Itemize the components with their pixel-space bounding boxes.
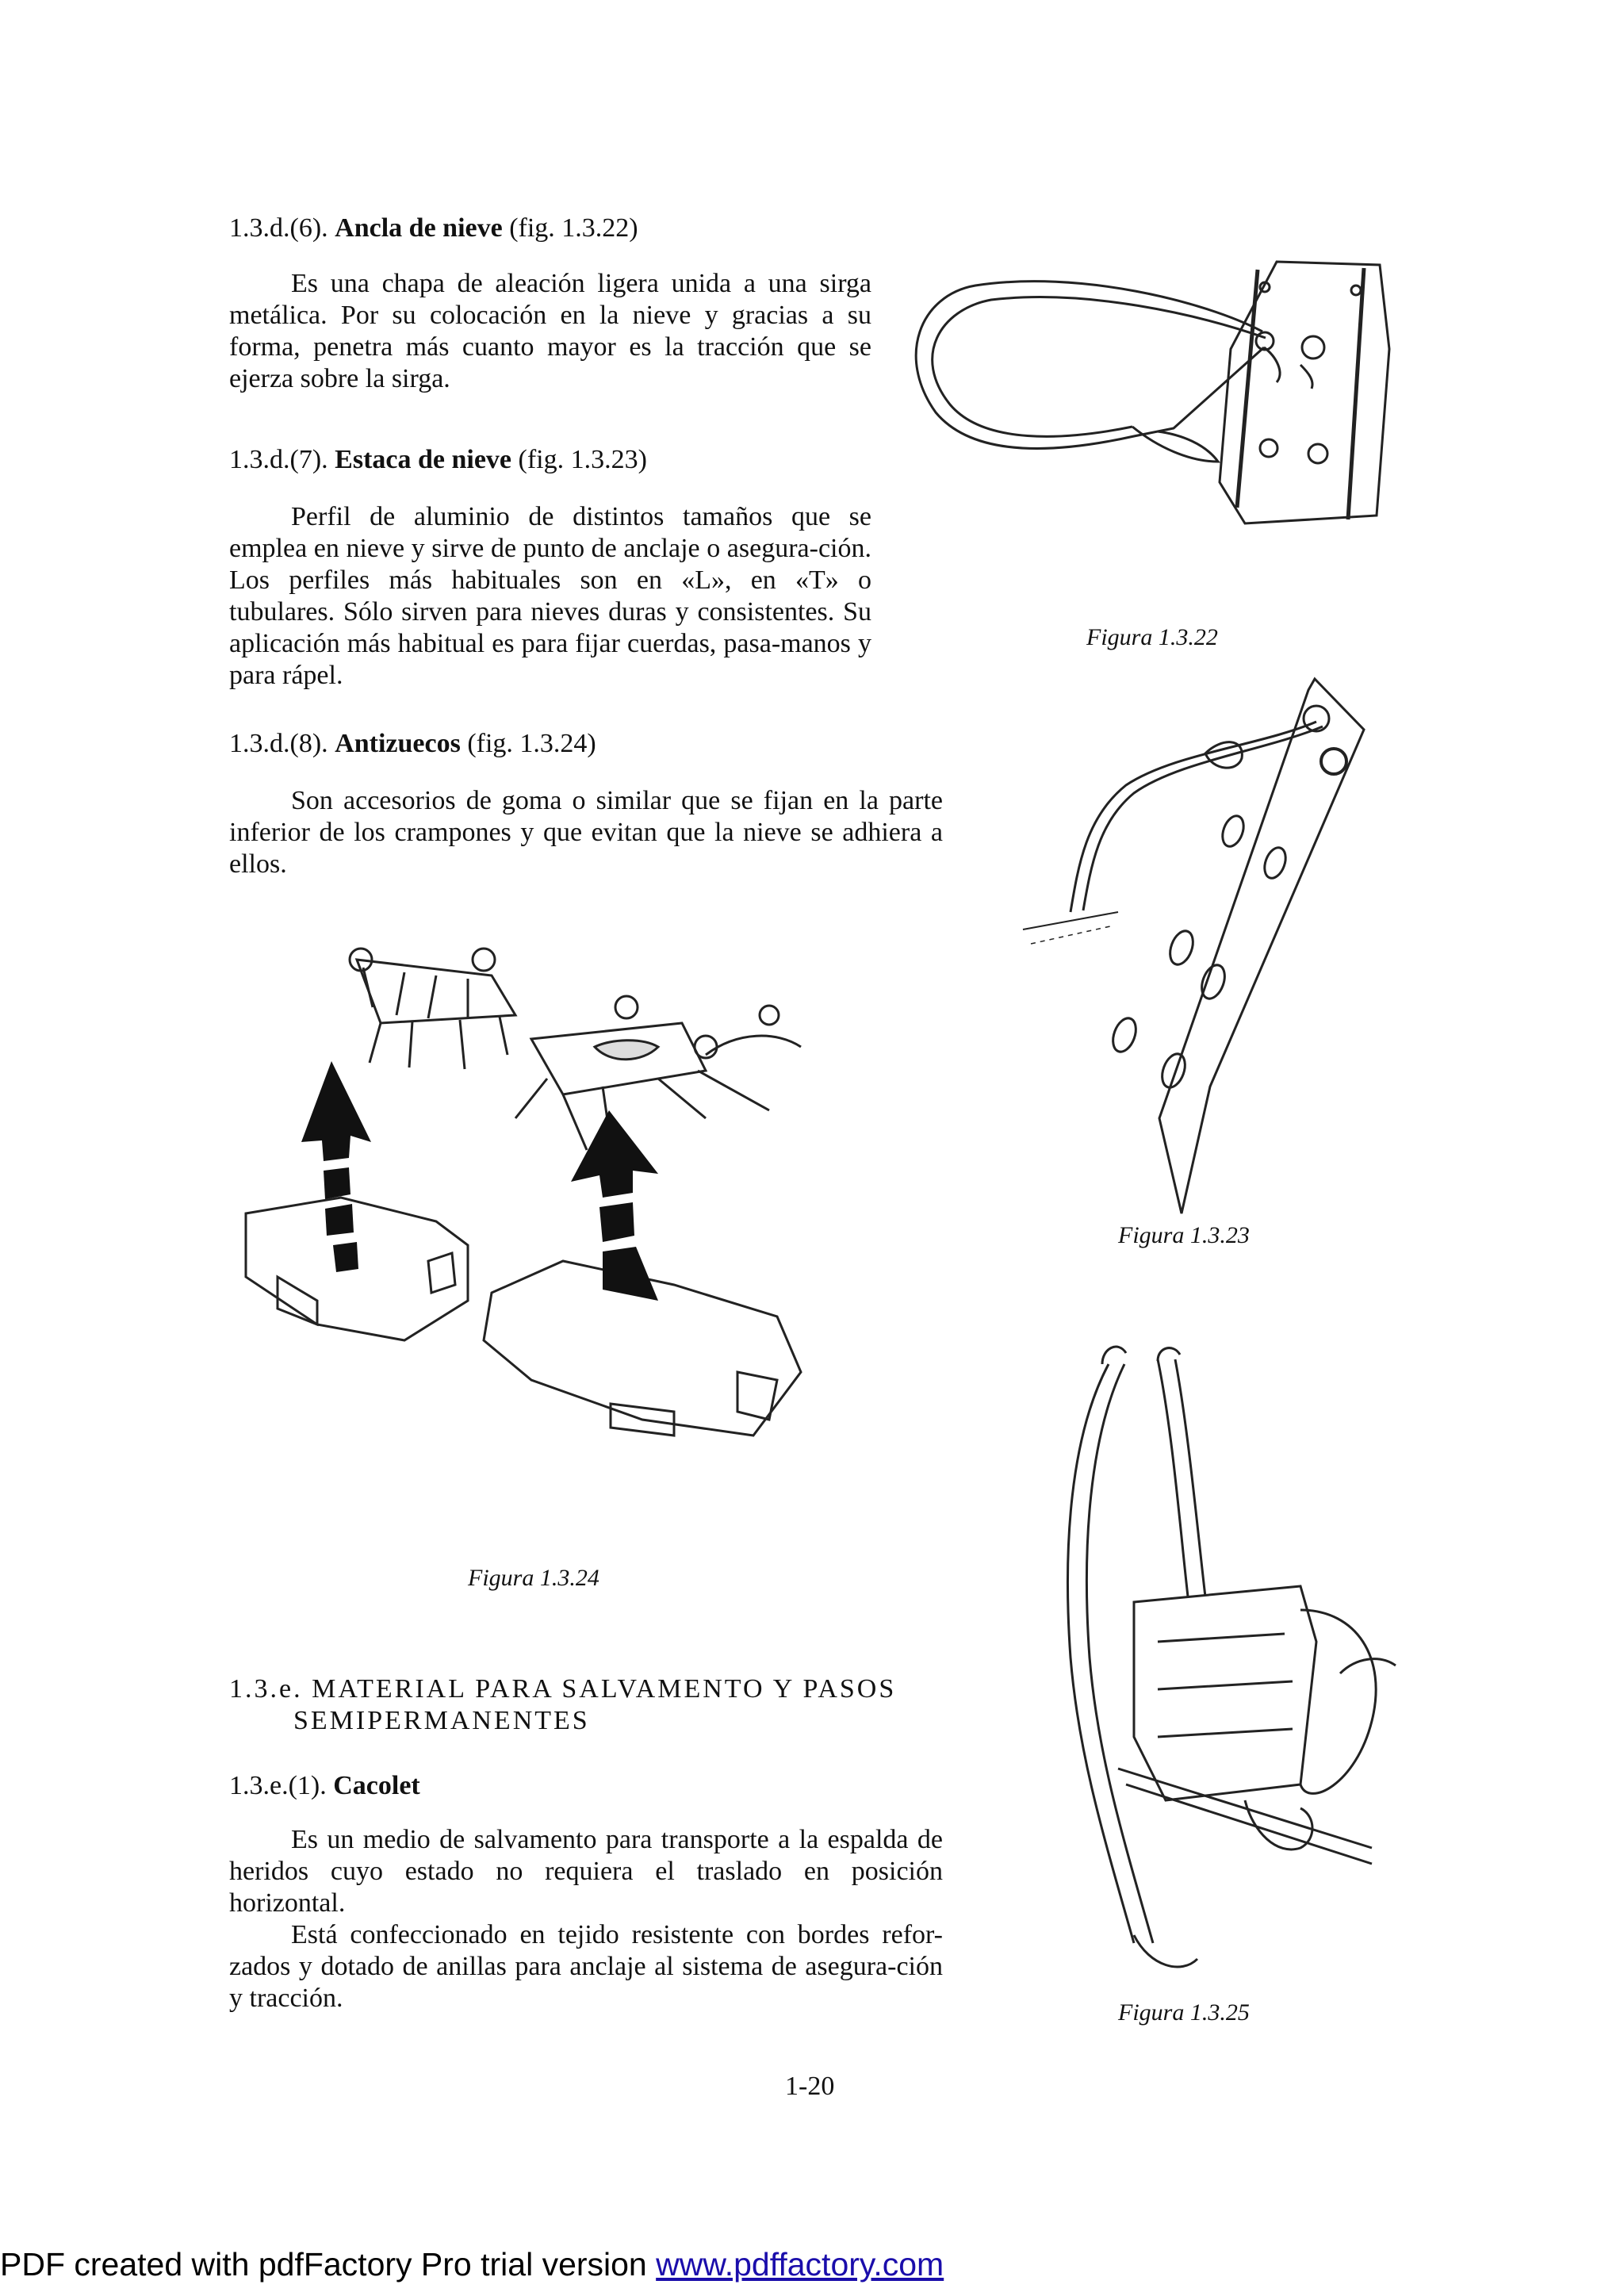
caption-figure-1-3-25: Figura 1.3.25 xyxy=(1118,1999,1250,2026)
figure-snow-stake-illustration xyxy=(1023,674,1372,1221)
heading-cacolet xyxy=(229,1770,943,1802)
paragraph-cacolet-2: Está confeccionado en tejido resistente con bordes refor-zados y dotado de anillas para anclaje al sistema de asegura-ción y tracción. xyxy=(229,1920,943,2013)
paragraph-ancla-de-nieve: Es una chapa de aleación ligera unida a una sirga metálica. Por su colocación en la nieve y gracias a su forma, penetra más cuanto mayor es la tracción que se ejerza sobre la sirga. xyxy=(229,269,871,393)
heading-title: Cacolet xyxy=(333,1771,420,1800)
footer-text: PDF created with pdfFactory Pro trial version xyxy=(0,2246,647,2283)
section-heading-line2: SEMIPERMANENTES xyxy=(293,1706,590,1735)
caption-figure-1-3-24: Figura 1.3.24 xyxy=(468,1565,599,1591)
paragraph-antizuecos: Son accesorios de goma o similar que se fijan en la parte inferior de los crampones y que evitan que la nieve se adhiera a ellos. xyxy=(229,786,943,879)
heading-ref: (fig. 1.3.23) xyxy=(518,445,647,474)
section-heading-line1: 1.3.e. MATERIAL PARA SALVAMENTO Y PASOS xyxy=(229,1674,897,1704)
heading-title: Estaca de nieve xyxy=(335,445,512,474)
paragraph-cacolet-1: Es un medio de salvamento para transporte a la espalda de heridos cuyo estado no requiera el traslado en posición horizontal. xyxy=(229,1825,943,1918)
figure-antiballing-plates-illustration xyxy=(230,928,856,1507)
caption-figure-1-3-22: Figura 1.3.22 xyxy=(1086,624,1218,650)
heading-number: 1.3.d.(8). xyxy=(229,729,328,758)
heading-ancla-de-nieve xyxy=(229,213,943,244)
heading-title: Antizuecos xyxy=(335,729,461,758)
page-number: 1-20 xyxy=(785,2072,835,2101)
heading-antizuecos xyxy=(229,728,943,760)
figure-cacolet-illustration xyxy=(1039,1340,1435,1991)
heading-ref: (fig. 1.3.22) xyxy=(509,213,638,243)
heading-number: 1.3.e.(1). xyxy=(229,1771,327,1800)
heading-number: 1.3.d.(7). xyxy=(229,445,328,474)
pdf-footer xyxy=(0,2246,944,2283)
caption-figure-1-3-23: Figura 1.3.23 xyxy=(1118,1222,1250,1248)
footer-link[interactable]: www.pdffactory.com xyxy=(656,2246,944,2283)
heading-ref: (fig. 1.3.24) xyxy=(467,729,596,758)
heading-number: 1.3.d.(6). xyxy=(229,213,328,243)
figure-snow-anchor-illustration xyxy=(904,254,1411,539)
paragraph-estaca-de-nieve: Perfil de aluminio de distintos tamaños que se emplea en nieve y sirve de punto de anclaje o asegura-ción. Los perfiles más habituales son en «L», en «T» o tubulares. Sólo sirven para nieves duras y consistentes. Su aplicación más habitual es para fijar cuerdas, pasa-manos y para rápel. xyxy=(229,502,871,690)
heading-estaca-de-nieve xyxy=(229,444,943,476)
heading-title: Ancla de nieve xyxy=(335,213,503,243)
